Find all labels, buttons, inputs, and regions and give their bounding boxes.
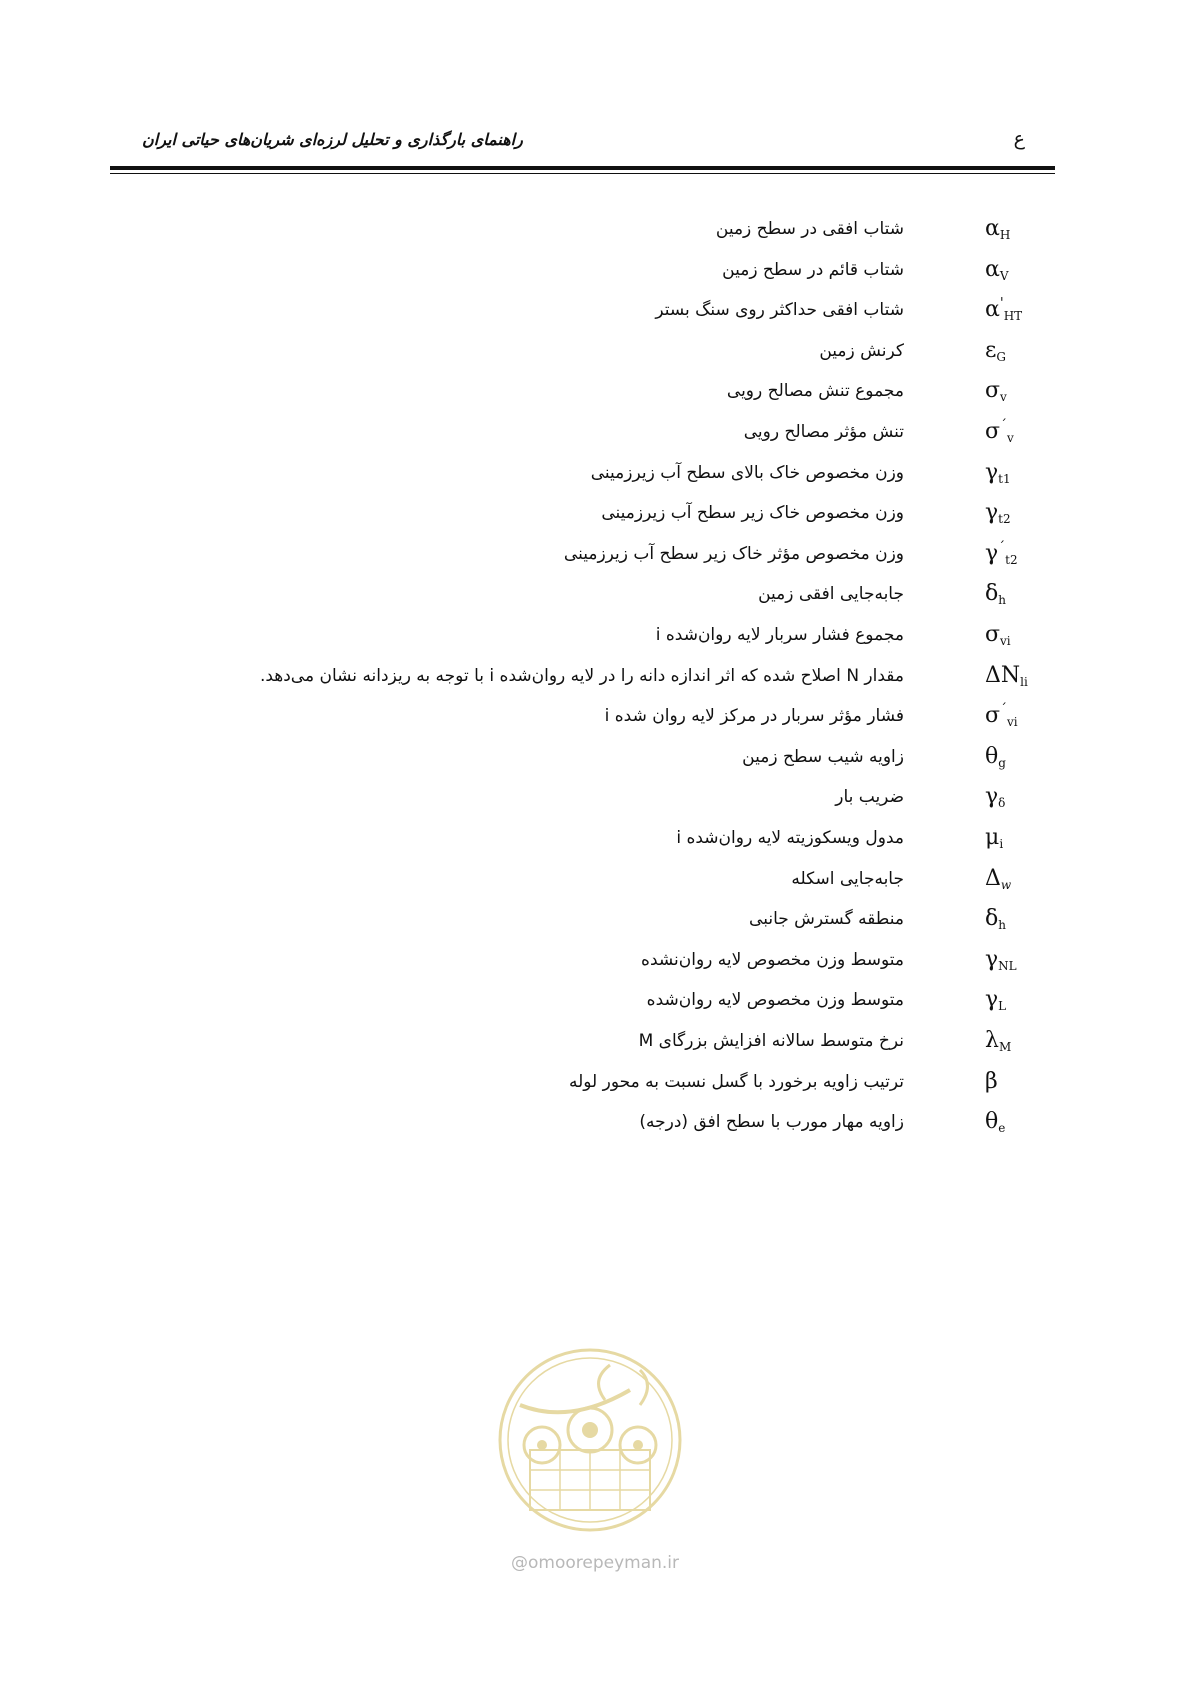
symbol-row xyxy=(0,905,1190,935)
header-rule-thick xyxy=(110,166,1055,170)
symbol-base: δ xyxy=(985,906,999,932)
symbol-base: σ xyxy=(985,703,1001,729)
symbol-base: α xyxy=(985,256,1000,282)
symbol xyxy=(985,621,1045,649)
symbol-description: شتاب افقی حداکثر روی سنگ بستر xyxy=(655,300,904,321)
symbol-description: منطقه گسترش جانبی xyxy=(749,909,904,930)
symbol-description: مجموع فشار سربار لایه روان‌شده i xyxy=(655,625,904,645)
watermark-url: @omoorepeyman.ir xyxy=(510,1553,680,1573)
symbol-description: تنش مؤثر مصالح رویی xyxy=(743,422,904,442)
symbol-base: α xyxy=(985,297,1000,323)
symbol-description: زاویه شیب سطح زمین xyxy=(742,746,904,767)
symbol-subscript: t2 xyxy=(1005,552,1018,567)
symbol xyxy=(985,865,1045,893)
symbol-base: ΔN xyxy=(985,662,1021,688)
symbol-subscript: w xyxy=(1000,877,1012,892)
symbol-base: β xyxy=(985,1068,998,1094)
symbol-base: Δ xyxy=(985,865,1001,891)
symbol xyxy=(985,499,1045,527)
symbol-row xyxy=(0,418,1190,448)
symbol-prime: ' xyxy=(999,295,1004,312)
symbol-description: مقدار N اصلاح شده که اثر اندازه دانه را در لایه روان‌شده i با توجه به ریزدانه نشان می‌دهد. xyxy=(259,665,904,686)
symbol-row xyxy=(0,256,1190,286)
symbol-prime: ´ xyxy=(1000,417,1008,434)
symbol-subscript: M xyxy=(998,1040,1012,1054)
symbol-subscript: li xyxy=(1020,674,1028,689)
symbol-subscript: G xyxy=(996,349,1006,364)
symbol-row xyxy=(0,296,1190,326)
symbol-subscript: vi xyxy=(1007,715,1018,730)
symbol-subscript: HT xyxy=(1003,309,1023,324)
symbol-base: γ xyxy=(985,784,999,810)
symbol-base: λ xyxy=(985,1028,999,1053)
symbol-description: متوسط وزن مخصوص لایه روان‌شده xyxy=(646,990,904,1011)
symbol xyxy=(985,580,1045,608)
symbol-base: σ xyxy=(985,419,1001,444)
symbol-description: کرنش زمین xyxy=(819,340,904,361)
symbol-subscript: g xyxy=(998,755,1006,770)
symbol-subscript: vi xyxy=(1000,634,1011,648)
symbol-description: جابه‌جایی افقی زمین xyxy=(758,584,904,605)
symbol-description: جابه‌جایی اسکله xyxy=(791,868,904,889)
symbol-base: θ xyxy=(985,1109,999,1135)
symbol xyxy=(985,824,1045,852)
symbol-row xyxy=(0,580,1190,610)
symbol-description: متوسط وزن مخصوص لایه روان‌نشده xyxy=(641,949,904,970)
symbol-description: ضریب بار xyxy=(835,787,904,808)
page-header xyxy=(110,128,1055,156)
symbol xyxy=(985,215,1045,243)
symbol-subscript: NL xyxy=(998,958,1017,973)
symbol-base: σ xyxy=(985,622,1001,647)
symbol-row xyxy=(0,215,1190,245)
symbol xyxy=(985,905,1045,933)
symbol-description: شتاب افقی در سطح زمین xyxy=(715,219,904,239)
symbol-base: γ xyxy=(985,987,999,1013)
symbol xyxy=(985,702,1045,730)
symbol-subscript: h xyxy=(998,593,1006,608)
symbol-description: ترتیب زاویه برخورد با گسل نسبت به محور لوله xyxy=(568,1071,904,1092)
symbol xyxy=(985,1068,1045,1096)
symbol-subscript: i xyxy=(999,837,1004,851)
symbol-subscript: H xyxy=(999,228,1011,242)
symbol-row xyxy=(0,1027,1190,1057)
symbol-base: σ xyxy=(985,378,1001,404)
symbol xyxy=(985,986,1045,1014)
symbol-base: μ xyxy=(985,825,1000,850)
symbol-row xyxy=(0,946,1190,976)
symbol-row xyxy=(0,702,1190,732)
symbol-row xyxy=(0,377,1190,407)
symbol xyxy=(985,1108,1045,1136)
symbol-row xyxy=(0,865,1190,895)
symbol xyxy=(985,337,1045,365)
symbol-row xyxy=(0,1068,1190,1098)
symbol-prime: ´ xyxy=(998,539,1006,556)
symbol-base: ε xyxy=(985,337,997,363)
symbol-row xyxy=(0,621,1190,651)
symbol xyxy=(985,946,1045,974)
header-rule-thin xyxy=(110,173,1055,174)
symbol-row xyxy=(0,743,1190,773)
symbol-description: شتاب قائم در سطح زمین xyxy=(722,259,904,280)
symbol-subscript: h xyxy=(998,918,1006,933)
symbol-row xyxy=(0,337,1190,367)
symbol xyxy=(985,662,1045,690)
symbol xyxy=(985,418,1045,446)
symbol-subscript: v xyxy=(1000,390,1007,405)
symbol xyxy=(985,459,1045,487)
symbol-row xyxy=(0,986,1190,1016)
symbol-base: α xyxy=(985,216,1000,241)
symbol-prime: ´ xyxy=(1000,701,1008,718)
symbol-description: وزن مخصوص خاک زیر سطح آب زیرزمینی xyxy=(601,503,904,524)
symbol-subscript: V xyxy=(999,268,1009,283)
symbol-description: مجموع تنش مصالح رویی xyxy=(726,381,904,402)
symbol-subscript: t2 xyxy=(998,512,1011,527)
symbol-description: وزن مخصوص مؤثر خاک زیر سطح آب زیرزمینی xyxy=(563,543,904,564)
symbol xyxy=(985,1027,1045,1055)
symbol-row xyxy=(0,1108,1190,1138)
symbol-subscript: e xyxy=(998,1121,1006,1136)
page-number: ع xyxy=(1013,128,1025,150)
watermark-logo xyxy=(490,1330,690,1560)
symbol xyxy=(985,377,1045,405)
symbol-description: نرخ متوسط سالانه افزایش بزرگای M xyxy=(638,1031,904,1051)
symbol-base: δ xyxy=(985,581,999,607)
symbol-description: وزن مخصوص خاک بالای سطح آب زیرزمینی xyxy=(590,462,904,483)
symbol xyxy=(985,540,1045,568)
symbol-subscript: v xyxy=(1007,431,1014,445)
symbol-description: زاویه مهار مورب با سطح افق (درجه) xyxy=(639,1112,904,1133)
symbol-row xyxy=(0,540,1190,570)
symbol-base: γ xyxy=(985,500,999,526)
symbol-base: γ xyxy=(985,540,999,566)
symbol-row xyxy=(0,499,1190,529)
running-title: راهنمای بارگذاری و تحلیل لرزه‌ای شریان‌های حیاتی ایران xyxy=(142,130,523,149)
symbol xyxy=(985,256,1045,284)
symbol-row xyxy=(0,824,1190,854)
symbol-subscript: t1 xyxy=(998,471,1011,486)
symbol-description: فشار مؤثر سربار در مرکز لایه روان شده i xyxy=(604,706,904,727)
symbol-row xyxy=(0,662,1190,692)
symbol-base: γ xyxy=(985,459,999,485)
symbol-subscript: δ xyxy=(998,796,1006,811)
symbol-description: مدول ویسکوزیته لایه روان‌شده i xyxy=(676,828,904,848)
symbol xyxy=(985,296,1045,324)
symbol-base: γ xyxy=(985,946,999,972)
symbol-base: θ xyxy=(985,743,999,769)
symbol-row xyxy=(0,783,1190,813)
symbol-row xyxy=(0,459,1190,489)
symbol-subscript: L xyxy=(998,999,1007,1014)
symbol xyxy=(985,743,1045,771)
symbol xyxy=(985,783,1045,811)
